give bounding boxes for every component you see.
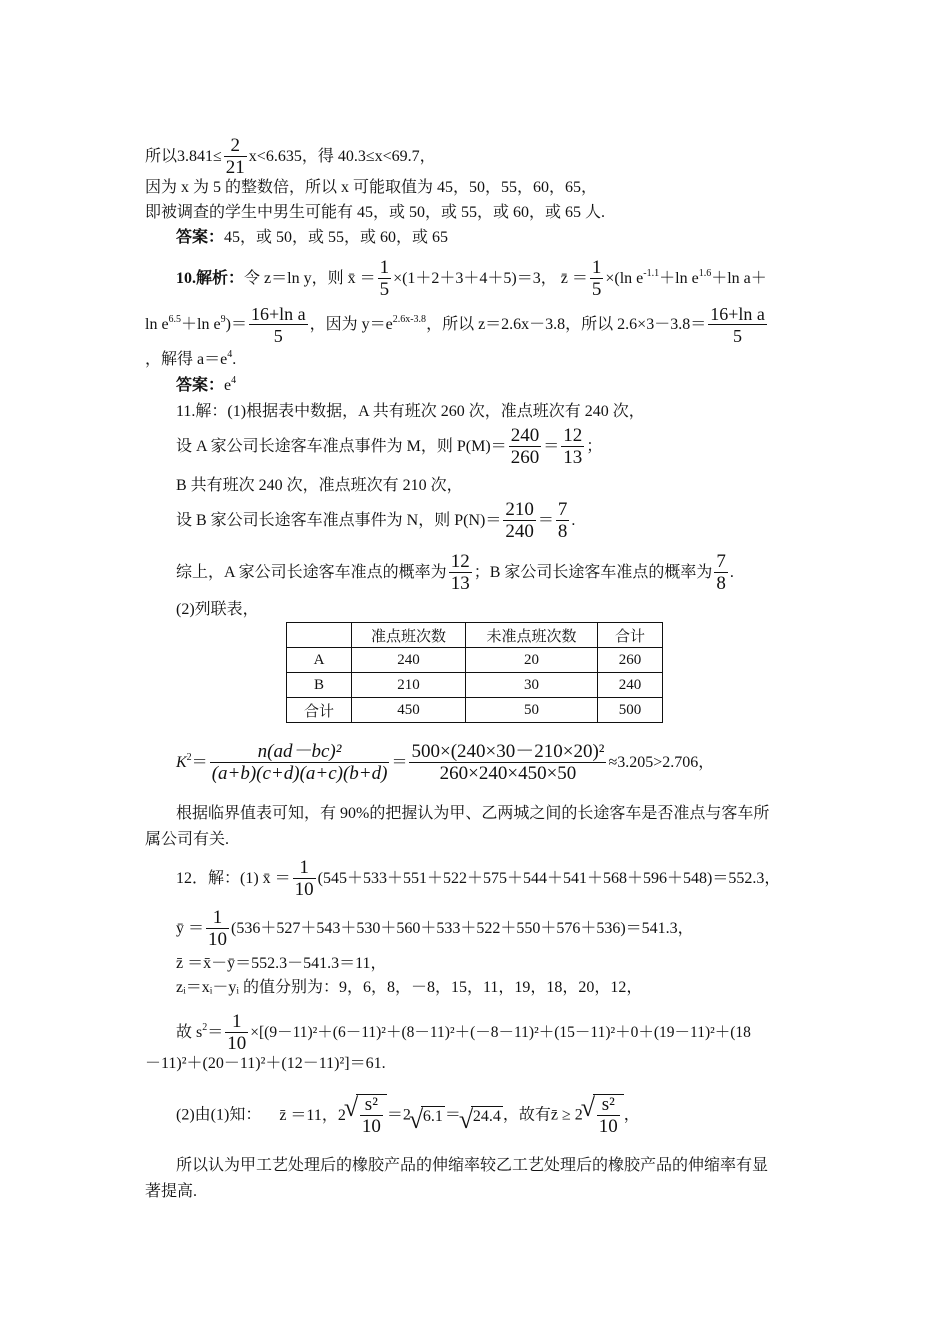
p10-line-3 bbox=[145, 350, 236, 370]
p12-conclusion-1: 所以认为甲工艺处理后的橡胶产品的伸缩率较乙工艺处理后的橡胶产品的伸缩率有显 bbox=[176, 1157, 769, 1174]
fraction bbox=[561, 426, 584, 469]
exponent: 2 bbox=[202, 1022, 208, 1034]
p11-line-2 bbox=[176, 426, 602, 469]
text: 设 B 家公司长途客车准点事件为 N，则 P(N)＝ bbox=[176, 512, 502, 530]
numerator: n(ad－bc)² bbox=[210, 742, 390, 763]
numerator: 1 bbox=[379, 257, 390, 278]
line-2: 因为 x 为 5 的整数倍，所以 x 可能取值为 45，50，55，60，65， bbox=[145, 179, 598, 196]
text: )＝ bbox=[225, 316, 247, 334]
p12-line-2 bbox=[176, 908, 694, 951]
table-cell: 准点班次数 bbox=[352, 623, 466, 648]
answer-label: 答案： bbox=[176, 377, 225, 394]
answer-label: 答案： bbox=[176, 229, 225, 246]
radical bbox=[461, 1106, 503, 1127]
table-cell: 240 bbox=[598, 673, 663, 698]
text: 令 z＝ln y，则 x̄ ＝ bbox=[244, 270, 376, 288]
denominator: 5 bbox=[733, 326, 743, 346]
text: ＋ln e bbox=[181, 316, 221, 334]
table-cell: 450 bbox=[352, 698, 466, 723]
p11-line-5 bbox=[176, 552, 734, 595]
fraction bbox=[509, 426, 542, 469]
fraction bbox=[556, 500, 570, 543]
radical bbox=[411, 1106, 445, 1127]
p12-line-7 bbox=[176, 1094, 640, 1138]
numerator: 500×(240×30－210×20)² bbox=[411, 741, 605, 762]
table-cell: 240 bbox=[352, 648, 466, 673]
p12-conclusion-2: 著提高. bbox=[145, 1183, 198, 1200]
line-1 bbox=[145, 136, 436, 179]
table-cell: 500 bbox=[598, 698, 663, 723]
numerator: 7 bbox=[557, 499, 568, 520]
text: ＝ bbox=[444, 1106, 461, 1124]
fraction bbox=[503, 500, 536, 543]
fraction bbox=[590, 258, 604, 301]
p11-conclusion-1: 根据临界值表可知，有 90%的把握认为甲、乙两城之间的长途客车是否准点与客车所 bbox=[176, 805, 770, 822]
table-cell: 30 bbox=[466, 673, 598, 698]
radical bbox=[583, 1094, 624, 1138]
exponent: -1.1 bbox=[643, 268, 660, 280]
table-cell: 合计 bbox=[598, 623, 663, 648]
table-header-row bbox=[287, 623, 663, 648]
table-cell: 合计 bbox=[287, 698, 352, 723]
table-row bbox=[287, 698, 663, 723]
exponent: 6.5 bbox=[168, 314, 182, 326]
denominator: 240 bbox=[505, 521, 534, 542]
p12-line-6: －11)²＋(20－11)²＋(12－11)²]＝61. bbox=[145, 1055, 386, 1072]
radical bbox=[346, 1094, 387, 1138]
text: ，解得 a＝e bbox=[145, 351, 228, 368]
text: . bbox=[232, 351, 237, 368]
table-cell: 210 bbox=[352, 673, 466, 698]
p12-line-3: z̄ ＝x̄－ȳ＝552.3－541.3＝11， bbox=[176, 955, 387, 972]
numerator: 1 bbox=[206, 908, 229, 929]
numerator: √ s² bbox=[597, 1095, 620, 1116]
text: ＝ bbox=[391, 754, 408, 772]
exponent: 4 bbox=[227, 349, 233, 360]
text: ln e bbox=[145, 316, 169, 334]
denominator: 13 bbox=[450, 573, 470, 594]
text: ＝ bbox=[207, 1024, 224, 1042]
text: ≈3.205>2.706， bbox=[608, 754, 715, 772]
text: . bbox=[729, 564, 734, 582]
table-cell: 50 bbox=[466, 698, 598, 723]
denominator: 10 bbox=[208, 929, 228, 950]
table-cell: 260 bbox=[598, 648, 663, 673]
table-cell: 20 bbox=[466, 648, 598, 673]
denominator: 5 bbox=[273, 326, 283, 346]
fraction bbox=[293, 858, 316, 901]
table-cell: 未准点班次数 bbox=[466, 623, 598, 648]
denominator: 21 bbox=[225, 157, 245, 178]
p12-line-1 bbox=[176, 858, 780, 901]
radicand: 24.4 bbox=[472, 1107, 501, 1125]
exponent: 2 bbox=[186, 752, 192, 764]
text: (536＋527＋543＋530＋560＋533＋522＋550＋576＋536)＝541.3， bbox=[231, 920, 694, 938]
fraction bbox=[449, 552, 472, 595]
text: 12．解：(1) x̄ ＝ bbox=[176, 870, 291, 888]
fraction bbox=[597, 1095, 620, 1138]
numerator: 210 bbox=[505, 499, 534, 520]
numerator: 12 bbox=[563, 425, 583, 446]
p12-line-5 bbox=[176, 1012, 751, 1055]
fraction bbox=[206, 908, 229, 951]
answer-9 bbox=[176, 228, 448, 248]
text: 设 A 家公司长途客车准点事件为 M，则 P(M)＝ bbox=[176, 438, 507, 456]
text: 所以3.841≤ bbox=[145, 148, 222, 166]
text: z̄ ＝11，2 bbox=[279, 1106, 346, 1124]
denominator: 5 bbox=[379, 279, 390, 300]
p10-label: 10.解析： bbox=[176, 270, 245, 288]
numerator: 1 bbox=[293, 858, 316, 879]
text: ，故有 bbox=[502, 1106, 551, 1124]
text: ＋ln e bbox=[659, 270, 699, 288]
numerator: 12 bbox=[450, 551, 470, 572]
k2-formula bbox=[176, 742, 714, 785]
fraction bbox=[225, 1012, 248, 1055]
text: ，因为 y＝e bbox=[309, 316, 393, 334]
numerator: 16+ln a bbox=[250, 304, 306, 324]
denominator: 13 bbox=[563, 447, 583, 468]
table-row bbox=[287, 673, 663, 698]
table-cell bbox=[287, 623, 352, 648]
denominator: 10 bbox=[294, 879, 314, 900]
p10-line-2 bbox=[145, 304, 769, 347]
fraction bbox=[378, 258, 392, 301]
radicand: 6.1 bbox=[422, 1107, 443, 1125]
exponent: 4 bbox=[231, 375, 237, 386]
fraction bbox=[210, 742, 390, 785]
text: ＝ bbox=[537, 512, 554, 530]
text: ，所以 z＝2.6x－3.8，所以 2.6×3－3.8＝ bbox=[426, 316, 707, 334]
p10-line-1 bbox=[176, 258, 767, 301]
text: ×(1＋2＋3＋4＋5)＝3， z̄ ＝ bbox=[393, 270, 588, 288]
table-row bbox=[287, 648, 663, 673]
exponent: 1.6 bbox=[698, 268, 712, 280]
p11-line-3: B 共有班次 240 次，准点班次有 210 次， bbox=[176, 477, 463, 494]
text: . bbox=[571, 512, 576, 530]
text: (545＋533＋551＋522＋575＋544＋541＋568＋596＋548)＝552.3， bbox=[317, 870, 781, 888]
p11-conclusion-2: 属公司有关. bbox=[145, 831, 230, 848]
numerator: 2 bbox=[224, 136, 247, 157]
fraction bbox=[249, 304, 308, 347]
text: 故 s bbox=[176, 1024, 203, 1042]
contingency-table bbox=[286, 622, 663, 723]
fraction bbox=[708, 304, 767, 347]
answer-text: e bbox=[224, 377, 232, 394]
numerator: 16+ln a bbox=[710, 304, 765, 324]
text: ×(ln e bbox=[605, 270, 644, 288]
denominator: 8 bbox=[557, 521, 568, 542]
denominator: 5 bbox=[591, 279, 602, 300]
p11-line-4 bbox=[176, 500, 575, 543]
denominator: 10 bbox=[227, 1033, 247, 1054]
text: ＝ bbox=[191, 754, 208, 772]
denominator: 260 bbox=[510, 447, 540, 468]
answer-10 bbox=[176, 376, 236, 396]
denominator: 10 bbox=[361, 1116, 381, 1137]
text: ； bbox=[586, 438, 603, 456]
table-cell: B bbox=[287, 673, 352, 698]
text: z̄ ≥ 2 bbox=[550, 1106, 583, 1124]
p11-line-6: (2)列联表， bbox=[176, 601, 259, 618]
denominator: 260×240×450×50 bbox=[439, 763, 577, 784]
numerator: 1 bbox=[225, 1012, 248, 1033]
denominator: (a+b)(c+d)(a+c)(b+d) bbox=[211, 763, 388, 784]
text: ， bbox=[623, 1106, 640, 1124]
fraction bbox=[409, 742, 606, 785]
text: ＋ln a＋ bbox=[711, 270, 767, 288]
text: x<6.635，得 40.3≤x<69.7， bbox=[248, 148, 436, 166]
text: ȳ ＝ bbox=[176, 920, 205, 938]
answer-text: 45，或 50，或 55，或 60，或 65 bbox=[224, 229, 449, 246]
text: ＝2 bbox=[386, 1106, 411, 1124]
numerator: √ s² bbox=[360, 1095, 383, 1116]
p12-line-4: zᵢ＝xᵢ－yᵢ 的值分别为：9，6，8，－8，15，11，19，18，20，12， bbox=[176, 979, 643, 996]
denominator: 8 bbox=[716, 573, 726, 594]
text: ×[(9－11)²＋(6－11)²＋(8－11)²＋(－8－11)²＋(15－11)²＋0＋(19－11)²＋(18 bbox=[250, 1024, 751, 1042]
text: ；B 家公司长途客车准点的概率为 bbox=[473, 564, 713, 582]
numerator: 1 bbox=[591, 257, 602, 278]
fraction bbox=[224, 136, 247, 179]
fraction bbox=[360, 1095, 383, 1138]
p11-line-1: 11.解：(1)根据表中数据，A 共有班次 260 次，准点班次有 240 次， bbox=[176, 403, 645, 420]
exponent: 9 bbox=[220, 314, 226, 326]
line-3: 即被调查的学生中男生可能有 45，或 50，或 55，或 60，或 65 人. bbox=[145, 204, 606, 221]
k-symbol: K bbox=[176, 754, 187, 772]
fraction bbox=[714, 552, 728, 595]
denominator: 10 bbox=[598, 1116, 618, 1137]
text: 综上，A 家公司长途客车准点的概率为 bbox=[176, 564, 447, 582]
numerator: 240 bbox=[510, 425, 540, 446]
exponent: 2.6x-3.8 bbox=[392, 314, 427, 326]
text: ＝ bbox=[543, 438, 560, 456]
table-cell: A bbox=[287, 648, 352, 673]
numerator: 7 bbox=[716, 551, 726, 572]
text: (2)由(1)知： bbox=[176, 1106, 262, 1124]
